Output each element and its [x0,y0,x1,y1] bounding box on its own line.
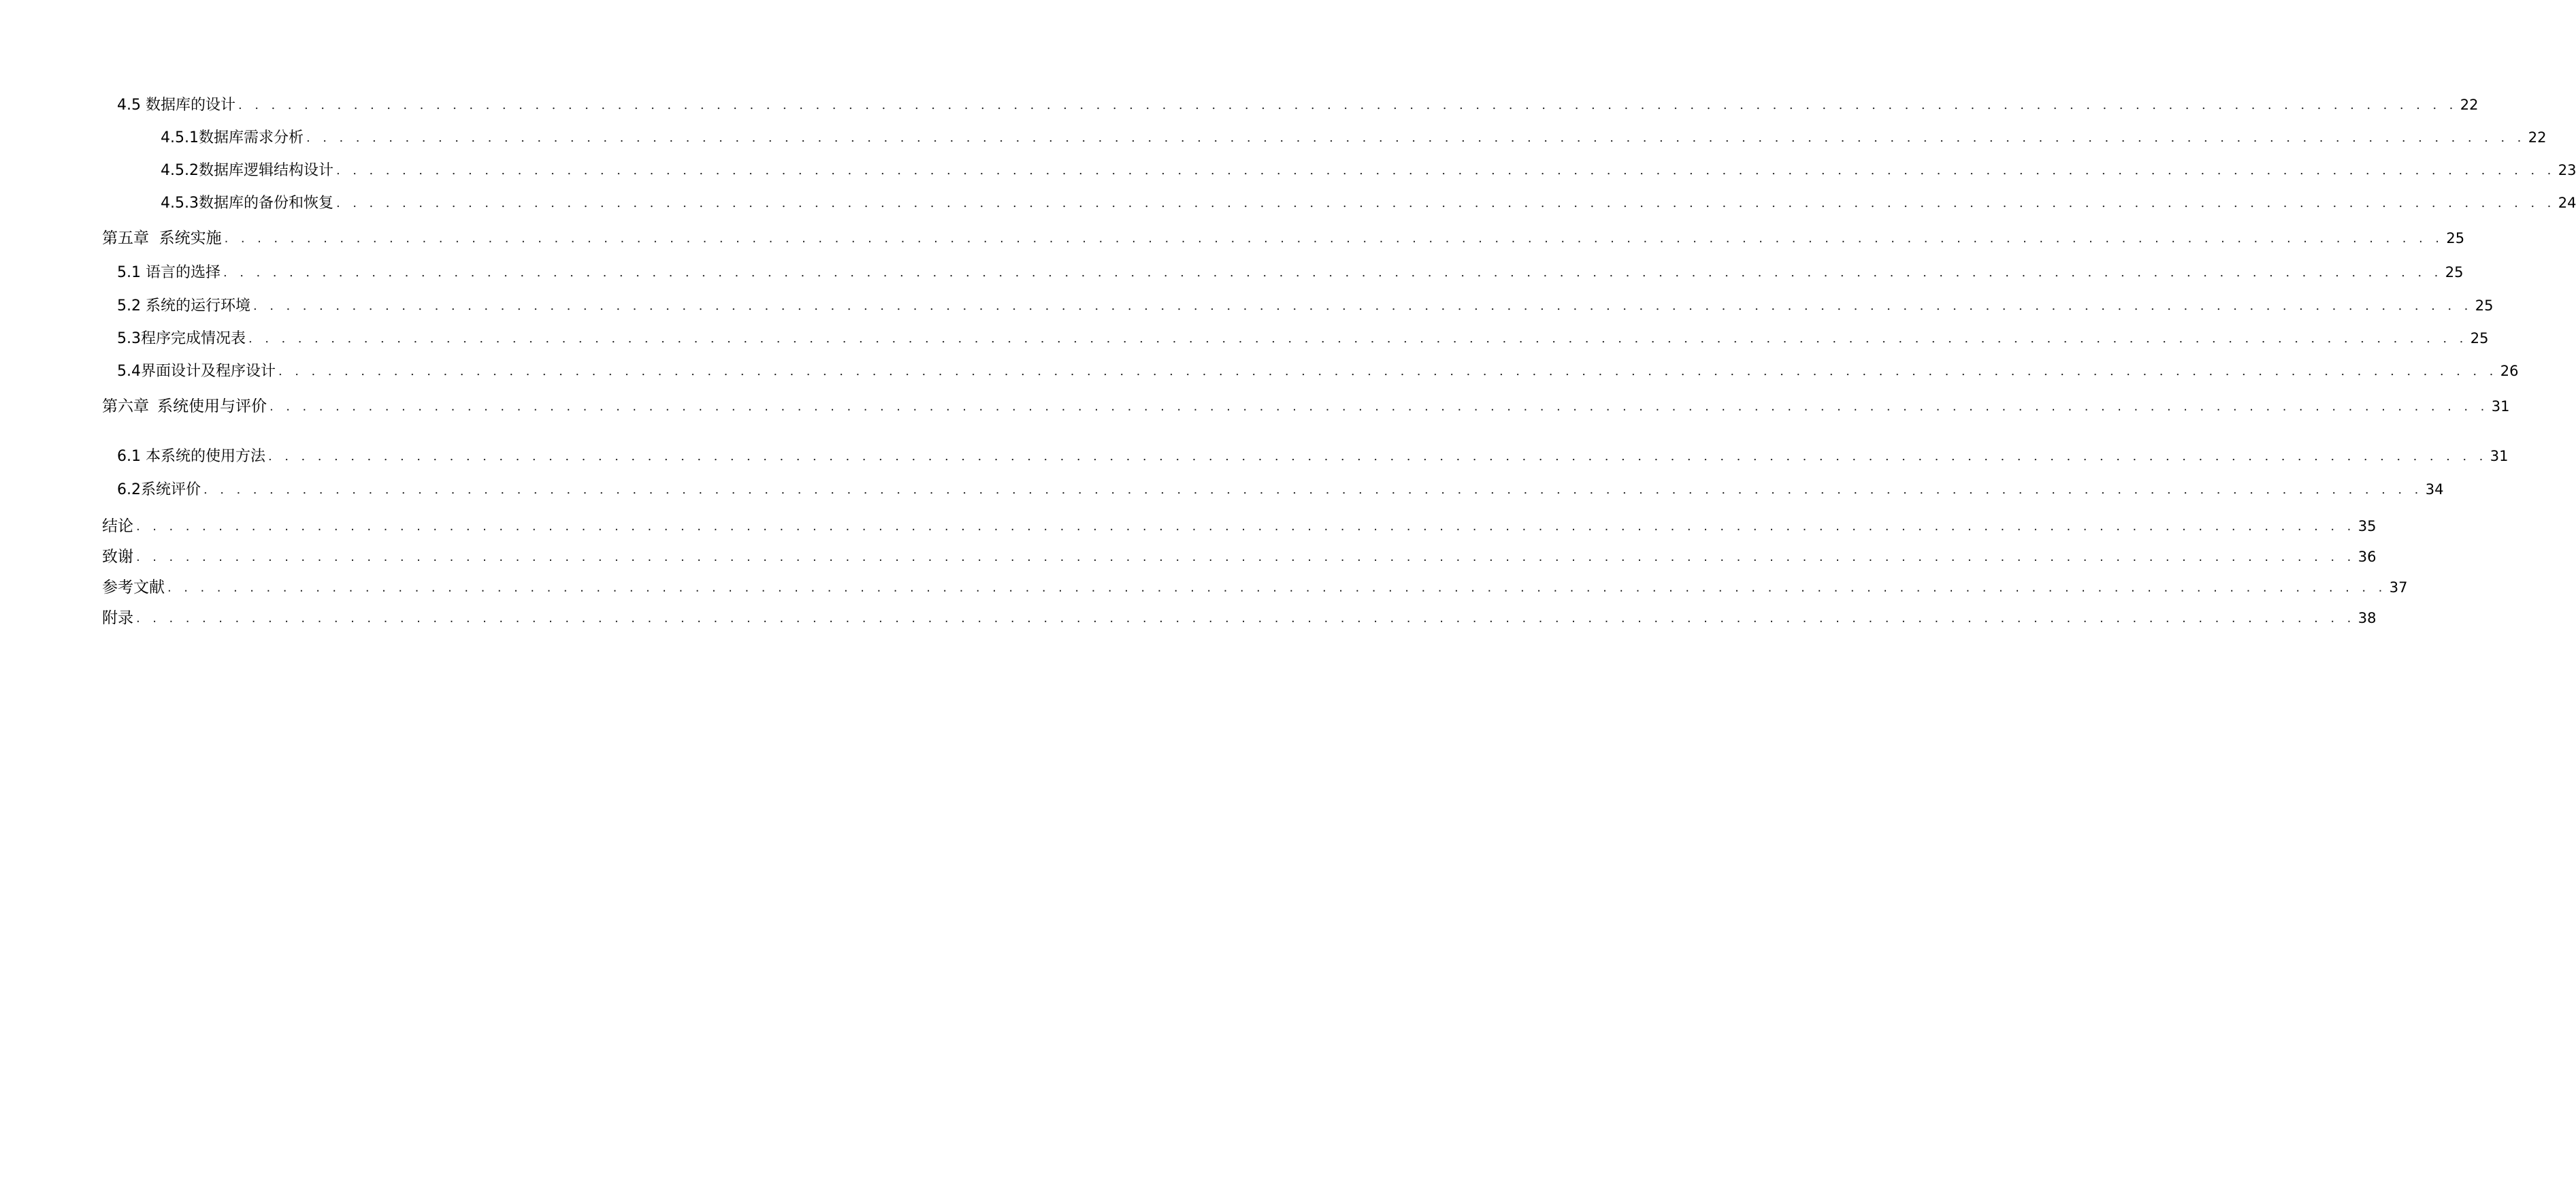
toc-entry-number: 5.4 [117,363,141,380]
toc-leader-dots: . . . . . . . . . . . . . . . . . . . . . . . . . . . . . . . . . . . . . . . . . . . . . . . . . . . . . . . . . . . . . . . . . . . . . . . . . . . . . . . . . . . . . . . . . . . . . . . . . . . . . . . . . . . . . . . . . . . . . . . . . . . . . . . . . . . . . . . [136,611,2355,626]
toc-entry-title: 致谢 [102,548,133,566]
toc-entry-page: 25 [2470,330,2489,346]
toc-entry-page: 35 [2358,518,2377,534]
toc-entry-acknowledgements[interactable] [102,545,2377,569]
toc-entry-title: 界面设计及程序设计 [141,363,276,380]
toc-entry-number: 4.5.1 [161,129,199,146]
toc-entry-title: 数据库需求分析 [198,129,304,146]
toc-entry-5-4[interactable] [117,359,2519,383]
toc-leader-dots: . . . . . . . . . . . . . . . . . . . . . . . . . . . . . . . . . . . . . . . . . . . . . . . . . . . . . . . . . . . . . . . . . . . . . . . . . . . . . . . . . . . . . . . . . . . . . . . . . . . . . . . . . . . . . . . . . . . . . . . . . . . . . . . . . . . . . . . [253,299,2473,313]
toc-entry-number: 4.5.2 [161,162,199,179]
toc-entry-4-5[interactable] [117,93,2479,117]
toc-leader-dots: . . . . . . . . . . . . . . . . . . . . . . . . . . . . . . . . . . . . . . . . . . . . . . . . . . . . . . . . . . . . . . . . . . . . . . . . . . . . . . . . . . . . . . . . . . . . . . . . . . . . . . . . . . . . . . . . . . . . . . . . . . . . . . . . . . . . . . . [223,265,2443,280]
toc-entry-page: 37 [2389,579,2408,596]
toc-entry-5-1[interactable] [117,260,2464,285]
toc-entry-number: 5.2 [117,297,146,314]
toc-entry-title: 参考文献 [102,579,165,596]
toc-entry-page: 26 [2500,363,2519,379]
toc-entry-page: 31 [2491,398,2510,415]
toc-entry-title: 系统的运行环境 [145,297,250,314]
toc-entry-number: 5.3 [117,330,141,347]
toc-leader-dots: . . . . . . . . . . . . . . . . . . . . . . . . . . . . . . . . . . . . . . . . . . . . . . . . . . . . . . . . . . . . . . . . . . . . . . . . . . . . . . . . . . . . . . . . . . . . . . . . . . . . . . . . . . . . . . . . . . . . . . . . . . . . . . . . . . . . . . . [167,581,2387,595]
toc-entry-title: 系统评价 [141,481,201,498]
toc-entry-number: 6.2 [117,481,141,498]
toc-entry-conclusion[interactable] [102,514,2377,538]
toc-leader-dots: . . . . . . . . . . . . . . . . . . . . . . . . . . . . . . . . . . . . . . . . . . . . . . . . . . . . . . . . . . . . . . . . . . . . . . . . . . . . . . . . . . . . . . . . . . . . . . . . . . . . . . . . . . . . . . . . . . . . . . . . . . . . . . . . . . . . . . . [136,550,2355,564]
toc-entry-4-5-2[interactable] [161,158,2576,182]
toc-leader-dots: . . . . . . . . . . . . . . . . . . . . . . . . . . . . . . . . . . . . . . . . . . . . . . . . . . . . . . . . . . . . . . . . . . . . . . . . . . . . . . . . . . . . . . . . . . . . . . . . . . . . . . . . . . . . . . . . . . . . . . . . . . . . . . . . . . . . . . . [203,483,2423,497]
toc-leader-dots: . . . . . . . . . . . . . . . . . . . . . . . . . . . . . . . . . . . . . . . . . . . . . . . . . . . . . . . . . . . . . . . . . . . . . . . . . . . . . . . . . . . . . . . . . . . . . . . . . . . . . . . . . . . . . . . . . . . . . . . . . . . . . . . . . . . . . . . [270,400,2489,414]
toc-entry-page: 38 [2358,610,2377,626]
toc-entry-page: 31 [2490,448,2509,464]
toc-entry-title: 系统实施 [149,229,222,247]
toc-entry-number: 4.5 [117,97,146,114]
toc-entry-appendix[interactable] [102,606,2377,630]
toc-entry-4-5-3[interactable] [161,191,2576,215]
toc-entry-references[interactable] [102,575,2408,600]
toc-entry-title: 数据库逻辑结构设计 [198,162,333,179]
toc-leader-dots: . . . . . . . . . . . . . . . . . . . . . . . . . . . . . . . . . . . . . . . . . . . . . . . . . . . . . . . . . . . . . . . . . . . . . . . . . . . . . . . . . . . . . . . . . . . . . . . . . . . . . . . . . . . . . . . . . . . . . . . . . . . . . . . . . . . . . . . [268,449,2488,464]
toc-entry-title: 数据库的设计 [145,97,235,114]
toc-entry-title: 本系统的使用方法 [145,448,265,465]
toc-entry-page: 22 [2528,129,2547,146]
toc-entry-number: 第六章 [102,398,149,415]
toc-entry-number: 第五章 [102,229,149,247]
toc-entry-page: 25 [2446,230,2465,246]
toc-leader-dots: . . . . . . . . . . . . . . . . . . . . . . . . . . . . . . . . . . . . . . . . . . . . . . . . . . . . . . . . . . . . . . . . . . . . . . . . . . . . . . . . . . . . . . . . . . . . . . . . . . . . . . . . . . . . . . . . . . . . . . . . . . . . . . . . . . . . . . . [278,364,2498,378]
toc-entry-chapter-6[interactable] [102,394,2510,419]
toc-entry-title: 系统使用与评价 [157,398,267,415]
toc-entry-5-3[interactable] [117,326,2489,351]
toc-entry-page: 24 [2558,195,2576,211]
toc-leader-dots: . . . . . . . . . . . . . . . . . . . . . . . . . . . . . . . . . . . . . . . . . . . . . . . . . . . . . . . . . . . . . . . . . . . . . . . . . . . . . . . . . . . . . . . . . . . . . . . . . . . . . . . . . . . . . . . . . . . . . . . . . . . . . . . . . . . . . . . [136,519,2355,534]
toc-leader-dots: . . . . . . . . . . . . . . . . . . . . . . . . . . . . . . . . . . . . . . . . . . . . . . . . . . . . . . . . . . . . . . . . . . . . . . . . . . . . . . . . . . . . . . . . . . . . . . . . . . . . . . . . . . . . . . . . . . . . . . . . . . . . . . . . . . . . . . . [336,196,2556,210]
toc-entry-5-2[interactable] [117,293,2494,318]
toc-entry-page: 25 [2445,264,2464,280]
toc-entry-page: 36 [2358,549,2377,565]
toc-entry-title: 结论 [102,517,133,535]
toc-entry-page: 23 [2558,162,2576,178]
toc-leader-dots: . . . . . . . . . . . . . . . . . . . . . . . . . . . . . . . . . . . . . . . . . . . . . . . . . . . . . . . . . . . . . . . . . . . . . . . . . . . . . . . . . . . . . . . . . . . . . . . . . . . . . . . . . . . . . . . . . . . . . . . . . . . . . . . . . . . . . . . [248,332,2468,346]
toc-entry-6-1[interactable] [117,444,2509,468]
toc-leader-dots: . . . . . . . . . . . . . . . . . . . . . . . . . . . . . . . . . . . . . . . . . . . . . . . . . . . . . . . . . . . . . . . . . . . . . . . . . . . . . . . . . . . . . . . . . . . . . . . . . . . . . . . . . . . . . . . . . . . . . . . . . . . . . . . . . . . . . . . [336,163,2556,178]
toc-entry-title: 附录 [102,609,133,627]
toc-entry-chapter-5[interactable] [102,226,2465,251]
toc-entry-6-2[interactable] [117,477,2444,502]
toc-entry-number: 5.1 [117,264,146,281]
toc-leader-dots: . . . . . . . . . . . . . . . . . . . . . . . . . . . . . . . . . . . . . . . . . . . . . . . . . . . . . . . . . . . . . . . . . . . . . . . . . . . . . . . . . . . . . . . . . . . . . . . . . . . . . . . . . . . . . . . . . . . . . . . . . . . . . . . . . . . . . . . [224,231,2444,246]
toc-entry-page: 34 [2425,481,2444,498]
toc-entry-4-5-1[interactable] [161,125,2547,150]
toc-entry-page: 25 [2475,297,2494,314]
toc-leader-dots: . . . . . . . . . . . . . . . . . . . . . . . . . . . . . . . . . . . . . . . . . . . . . . . . . . . . . . . . . . . . . . . . . . . . . . . . . . . . . . . . . . . . . . . . . . . . . . . . . . . . . . . . . . . . . . . . . . . . . . . . . . . . . . . . . . . . . . . [238,98,2458,112]
toc-entry-title: 程序完成情况表 [141,330,246,347]
toc-entry-number: 4.5.3 [161,195,199,212]
toc-entry-title: 数据库的备份和恢复 [198,195,333,212]
toc-entry-number: 6.1 [117,448,146,465]
toc-entry-page: 22 [2460,97,2479,113]
toc-leader-dots: . . . . . . . . . . . . . . . . . . . . . . . . . . . . . . . . . . . . . . . . . . . . . . . . . . . . . . . . . . . . . . . . . . . . . . . . . . . . . . . . . . . . . . . . . . . . . . . . . . . . . . . . . . . . . . . . . . . . . . . . . . . . . . . . . . . . . . . [306,131,2526,145]
toc-entry-title: 语言的选择 [145,264,221,281]
